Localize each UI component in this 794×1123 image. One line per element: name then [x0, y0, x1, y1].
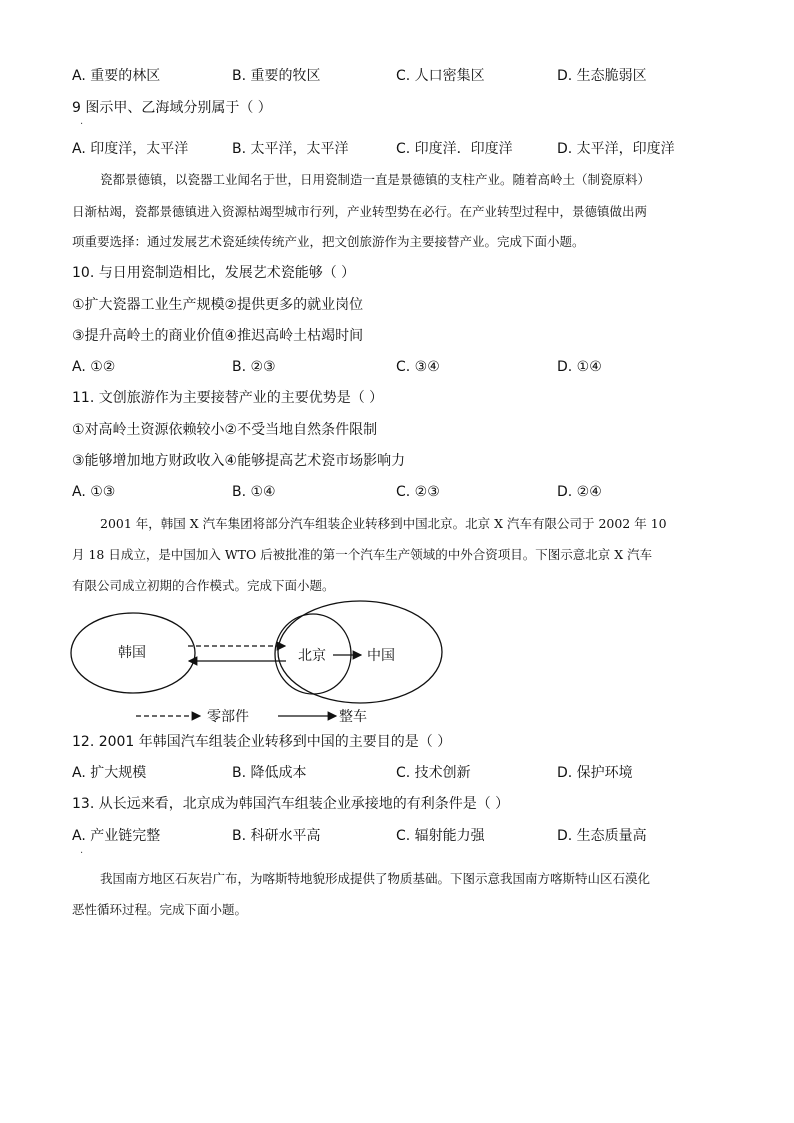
- q11-stem: 11. 文创旅游作为主要接替产业的主要优势是（ ）: [72, 390, 384, 406]
- china-label: 中国: [367, 648, 395, 664]
- scan-dot: .: [80, 116, 84, 127]
- q11-option-c: C. ②③: [396, 484, 440, 500]
- passage-line: 瓷都景德镇，以瓷器工业闻名于世，日用瓷制造一直是景德镇的支柱产业。随着高岭土（制瓷原料）: [100, 172, 651, 187]
- q13-option-a: A. 产业链完整: [72, 828, 161, 844]
- q9-option-d: D. 太平洋，印度洋: [557, 141, 675, 157]
- passage-line: 日渐枯竭，瓷都景德镇进入资源枯竭型城市行列，产业转型势在必行。在产业转型过程中，景德镇做出两: [72, 204, 648, 219]
- q10-item-line: ③提升高岭土的商业价值④推迟高岭土枯竭时间: [72, 328, 364, 344]
- q12-option-c: C. 技术创新: [396, 765, 471, 781]
- q13-option-b: B. 科研水平高: [232, 828, 321, 844]
- q12-option-d: D. 保护环境: [557, 765, 633, 781]
- q10-option-d: D. ①④: [557, 359, 602, 375]
- q11-item-line: ③能够增加地方财政收入④能够提高艺术瓷市场影响力: [72, 453, 406, 469]
- passage-line: 项重要选择：通过发展艺术瓷延续传统产业，把文创旅游作为主要接替产业。完成下面小题。: [72, 234, 585, 249]
- q8-option-a: A. 重要的林区: [72, 68, 161, 84]
- passage-line: 有限公司成立初期的合作模式。完成下面小题。: [72, 578, 335, 593]
- q11-option-b: B. ①④: [232, 484, 276, 500]
- q10-option-c: C. ③④: [396, 359, 440, 375]
- q13-option-d: D. 生态质量高: [557, 828, 647, 844]
- passage-line: 恶性循环过程。完成下面小题。: [72, 902, 248, 917]
- q11-option-d: D. ②④: [557, 484, 602, 500]
- q13-option-c: C. 辐射能力强: [396, 828, 485, 844]
- beijing-label: 北京: [298, 648, 326, 664]
- passage-line: 我国南方地区石灰岩广布，为喀斯特地貌形成提供了物质基础。下图示意我国南方喀斯特山区石漠化: [100, 871, 651, 886]
- scan-dot: .: [80, 845, 84, 856]
- q8-option-c: C. 人口密集区: [396, 68, 485, 84]
- cooperation-diagram: [0, 600, 794, 730]
- q9-option-c: C. 印度洋．印度洋: [396, 141, 513, 157]
- q9-option-b: B. 太平洋，太平洋: [232, 141, 349, 157]
- q10-item-line: ①扩大瓷器工业生产规模②提供更多的就业岗位: [72, 297, 364, 313]
- q9-option-a: A. 印度洋，太平洋: [72, 141, 189, 157]
- legend-parts-label: 零部件: [207, 709, 249, 725]
- passage-line: 月 18 日成立，是中国加入 WTO 后被批准的第一个汽车生产领域的中外合资项目。下图示意北京 X 汽车: [72, 547, 653, 562]
- q10-option-a: A. ①②: [72, 359, 116, 375]
- q10-stem: 10. 与日用瓷制造相比，发展艺术瓷能够（ ）: [72, 265, 356, 281]
- q10-option-b: B. ②③: [232, 359, 276, 375]
- q11-option-a: A. ①③: [72, 484, 116, 500]
- korea-label: 韩国: [118, 645, 146, 661]
- q11-item-line: ①对高岭土资源依赖较小②不受当地自然条件限制: [72, 422, 378, 438]
- q12-option-b: B. 降低成本: [232, 765, 307, 781]
- legend-vehicle-label: 整车: [339, 709, 367, 725]
- q12-option-a: A. 扩大规模: [72, 765, 147, 781]
- passage-line: 2001 年，韩国 X 汽车集团将部分汽车组装企业转移到中国北京。北京 X 汽车有限公司于 2002 年 10: [100, 516, 667, 531]
- q9-stem: 9 图示甲、乙海域分别属于（ ）: [72, 100, 272, 116]
- q13-stem: 13. 从长远来看，北京成为韩国汽车组装企业承接地的有利条件是（ ）: [72, 796, 510, 812]
- q12-stem: 12. 2001 年韩国汽车组装企业转移到中国的主要目的是（ ）: [72, 734, 452, 750]
- q8-option-b: B. 重要的牧区: [232, 68, 321, 84]
- q8-option-d: D. 生态脆弱区: [557, 68, 647, 84]
